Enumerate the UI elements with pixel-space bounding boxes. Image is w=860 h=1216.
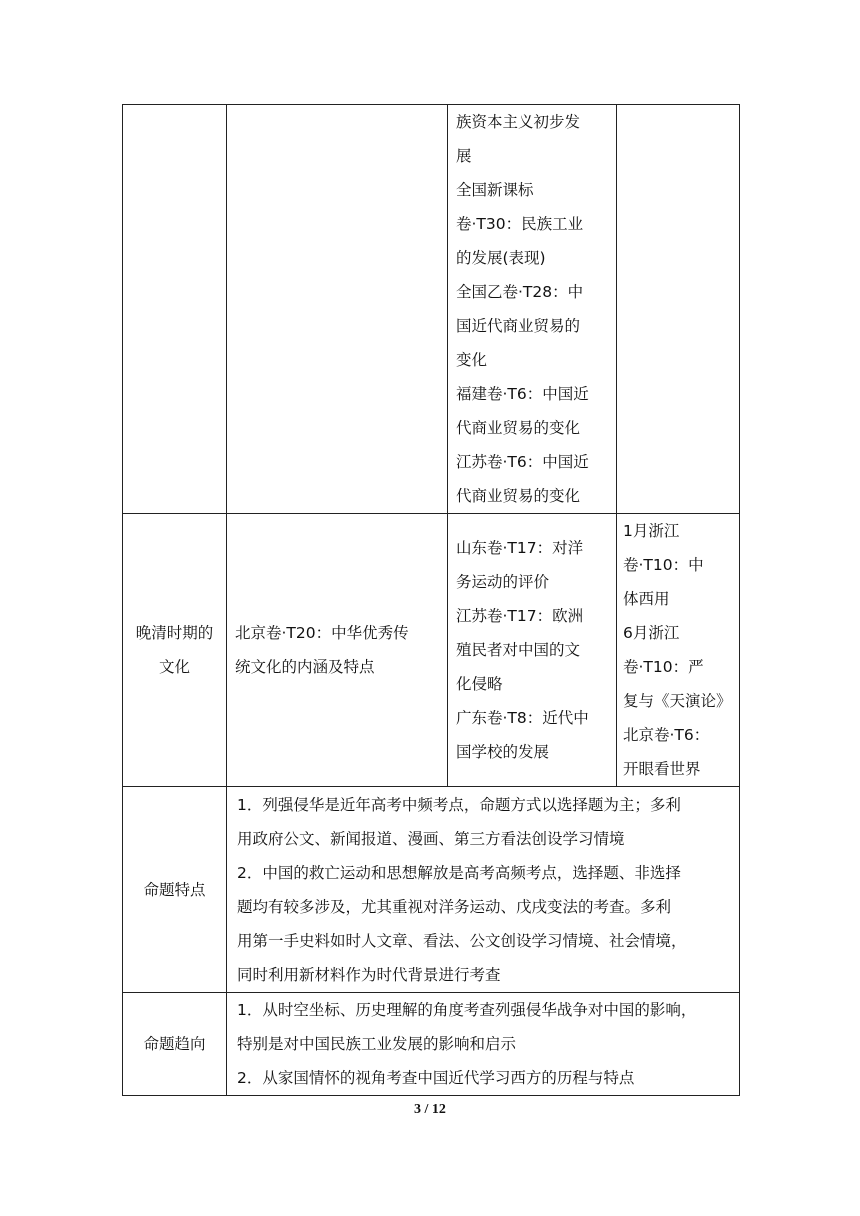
- cell-text-line: 国近代商业贸易的: [456, 317, 581, 335]
- cell-text-line: 开眼看世界: [623, 760, 701, 778]
- row-label: [123, 514, 227, 787]
- paragraph-line: 1．从时空坐标、历史理解的角度考查列强侵华战争对中国的影响，: [237, 1001, 697, 1019]
- cell-text-line: 6月浙江: [623, 624, 680, 642]
- cell-text-line: 全国新课标: [456, 181, 534, 199]
- cell-text-line: 广东卷·T8：近代中: [456, 709, 589, 727]
- paragraph-line: 用政府公文、新闻报道、漫画、第三方看法创设学习情境: [237, 829, 625, 848]
- table-row: [123, 105, 740, 514]
- table-cell: [617, 514, 740, 787]
- cell-text-line: 化侵略: [456, 675, 503, 693]
- exam-analysis-table: [122, 104, 740, 1096]
- cell-text-line: 展: [456, 147, 472, 165]
- cell-text-line: 代商业贸易的变化: [456, 487, 581, 505]
- table-row: [123, 993, 740, 1096]
- cell-text-line: 北京卷·T20：中华优秀传: [235, 624, 409, 642]
- cell-text-line: 卷·T10：中: [623, 556, 704, 574]
- cell-text-line: 全国乙卷·T28：中: [456, 283, 584, 301]
- row-label: 命题特点: [123, 787, 227, 993]
- cell-text-line: 复与《天演论》: [623, 692, 732, 710]
- paragraph-line: 同时利用新材料作为时代背景进行考查: [237, 965, 501, 984]
- cell-text-line: 卷·T10：严: [623, 658, 704, 676]
- cell-text-line: 北京卷·T6：: [623, 726, 710, 744]
- row-label-line: 文化: [158, 658, 190, 676]
- table-cell: [227, 514, 448, 787]
- table-cell: [227, 993, 740, 1096]
- cell-text-line: 务运动的评价: [456, 573, 550, 591]
- cell-text-line: 江苏卷·T6：中国近: [456, 453, 589, 471]
- table-cell: [227, 105, 448, 514]
- cell-text-line: 国学校的发展: [456, 743, 550, 761]
- table-row: [123, 514, 740, 787]
- cell-text-line: 族资本主义初步发: [456, 113, 581, 131]
- paragraph-line: 题均有较多涉及，尤其重视对洋务运动、戊戌变法的考查。多利: [237, 897, 672, 916]
- table-cell: [123, 105, 227, 514]
- table-cell: [617, 105, 740, 514]
- cell-text-line: 江苏卷·T17：欧洲: [456, 607, 584, 625]
- paragraph-line: 1．列强侵华是近年高考中频考点，命题方式以选择题为主；多利: [237, 795, 681, 814]
- cell-text-line: 山东卷·T17：对洋: [456, 539, 584, 557]
- row-label-line: 晚清时期的: [135, 624, 214, 642]
- paragraph-line: 2．中国的救亡运动和思想解放是高考高频考点，选择题、非选择: [237, 863, 681, 882]
- table-row: [123, 787, 740, 993]
- page-number: 3 / 12: [414, 1102, 446, 1117]
- cell-text-line: 体西用: [623, 590, 670, 608]
- cell-text-line: 统文化的内涵及特点: [235, 658, 375, 676]
- cell-text-line: 代商业贸易的变化: [456, 419, 581, 437]
- cell-text-line: 殖民者对中国的文: [456, 641, 581, 659]
- table-cell: [448, 514, 617, 787]
- cell-text-line: 的发展(表现): [456, 249, 546, 267]
- table-cell: [448, 105, 617, 514]
- cell-text-line: 1月浙江: [623, 522, 680, 540]
- row-label: 命题趋向: [123, 993, 227, 1096]
- cell-text-line: 卷·T30：民族工业: [456, 215, 584, 233]
- paragraph-line: 特别是对中国民族工业发展的影响和启示: [237, 1035, 517, 1053]
- table-cell: [227, 787, 740, 993]
- cell-text-line: 福建卷·T6：中国近: [456, 385, 589, 403]
- paragraph-line: 2．从家国情怀的视角考查中国近代学习西方的历程与特点: [237, 1069, 635, 1087]
- paragraph-line: 用第一手史料如时人文章、看法、公文创设学习情境、社会情境，: [237, 931, 687, 950]
- cell-text-line: 变化: [456, 351, 488, 369]
